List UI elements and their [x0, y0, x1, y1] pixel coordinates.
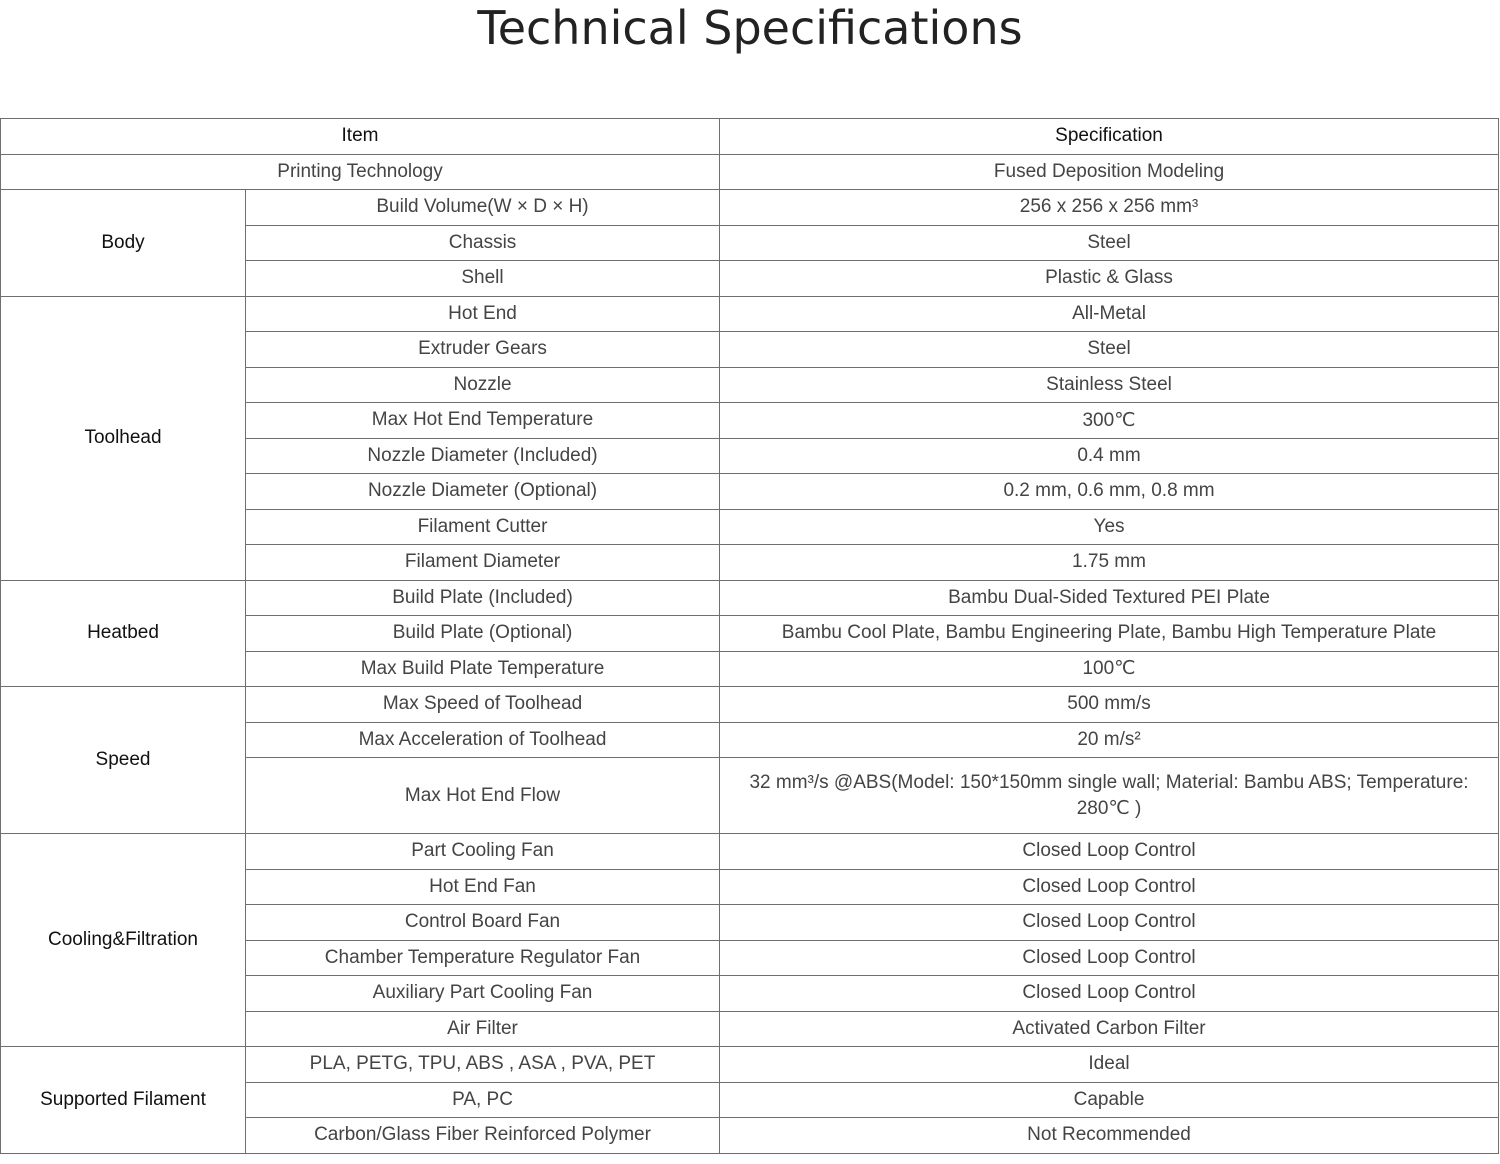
row-item: Filament Diameter	[246, 545, 720, 581]
row-item: Auxiliary Part Cooling Fan	[246, 976, 720, 1012]
row-item: Filament Cutter	[246, 509, 720, 545]
row-item: Max Build Plate Temperature	[246, 651, 720, 687]
row-spec: Closed Loop Control	[720, 869, 1499, 905]
row-spec: Capable	[720, 1082, 1499, 1118]
row-item: Chassis	[246, 225, 720, 261]
row-spec: Activated Carbon Filter	[720, 1011, 1499, 1047]
row-item: PA, PC	[246, 1082, 720, 1118]
row-spec: Stainless Steel	[720, 367, 1499, 403]
row-item: Part Cooling Fan	[246, 834, 720, 870]
row-spec: Closed Loop Control	[720, 976, 1499, 1012]
row-spec: Bambu Dual-Sided Textured PEI Plate	[720, 580, 1499, 616]
row-spec: Closed Loop Control	[720, 940, 1499, 976]
row-spec: 32 mm³/s @ABS(Model: 150*150mm single wall; Material: Bambu ABS; Temperature: 280℃ )	[720, 758, 1499, 834]
group-label-speed: Speed	[1, 687, 246, 834]
row-item: Build Volume(W × D × H)	[246, 190, 720, 226]
row-item: Nozzle Diameter (Included)	[246, 438, 720, 474]
table-row	[1, 154, 1499, 190]
row-item: Chamber Temperature Regulator Fan	[246, 940, 720, 976]
row-item: Printing Technology	[1, 154, 720, 190]
table-row	[1, 190, 1499, 226]
row-spec: 1.75 mm	[720, 545, 1499, 581]
row-item: Carbon/Glass Fiber Reinforced Polymer	[246, 1118, 720, 1154]
table-row	[1, 834, 1499, 870]
row-item: Control Board Fan	[246, 905, 720, 941]
row-spec: 0.2 mm, 0.6 mm, 0.8 mm	[720, 474, 1499, 510]
row-spec: Closed Loop Control	[720, 905, 1499, 941]
row-spec: 256 x 256 x 256 mm³	[720, 190, 1499, 226]
row-item: Nozzle	[246, 367, 720, 403]
row-spec: Closed Loop Control	[720, 834, 1499, 870]
group-label-cooling-filtration: Cooling&Filtration	[1, 834, 246, 1047]
header-row	[1, 119, 1499, 155]
row-item: Hot End Fan	[246, 869, 720, 905]
row-spec: 0.4 mm	[720, 438, 1499, 474]
row-spec: 300℃	[720, 403, 1499, 439]
row-spec: 20 m/s²	[720, 722, 1499, 758]
row-spec: Fused Deposition Modeling	[720, 154, 1499, 190]
group-label-supported-filament: Supported Filament	[1, 1047, 246, 1154]
row-spec: Plastic & Glass	[720, 261, 1499, 297]
item-header: Item	[1, 119, 720, 155]
table-row	[1, 687, 1499, 723]
row-spec: Steel	[720, 332, 1499, 368]
row-spec: All-Metal	[720, 296, 1499, 332]
row-spec: 100℃	[720, 651, 1499, 687]
row-item: Shell	[246, 261, 720, 297]
row-item: Build Plate (Included)	[246, 580, 720, 616]
row-item: PLA, PETG, TPU, ABS , ASA , PVA, PET	[246, 1047, 720, 1083]
row-item: Hot End	[246, 296, 720, 332]
table-row	[1, 1047, 1499, 1083]
row-item: Max Acceleration of Toolhead	[246, 722, 720, 758]
table-row	[1, 296, 1499, 332]
row-item: Nozzle Diameter (Optional)	[246, 474, 720, 510]
row-item: Max Hot End Flow	[246, 758, 720, 834]
spec-table	[0, 118, 1499, 1154]
page-title: Technical Specifications	[477, 1, 1023, 55]
row-item: Extruder Gears	[246, 332, 720, 368]
row-spec: Not Recommended	[720, 1118, 1499, 1154]
row-spec: Steel	[720, 225, 1499, 261]
group-label-heatbed: Heatbed	[1, 580, 246, 687]
table-row	[1, 580, 1499, 616]
group-label-toolhead: Toolhead	[1, 296, 246, 580]
row-item: Air Filter	[246, 1011, 720, 1047]
row-item: Max Speed of Toolhead	[246, 687, 720, 723]
specification-header: Specification	[720, 119, 1499, 155]
row-spec: 500 mm/s	[720, 687, 1499, 723]
group-label-body: Body	[1, 190, 246, 297]
row-item: Max Hot End Temperature	[246, 403, 720, 439]
row-spec: Bambu Cool Plate, Bambu Engineering Plate, Bambu High Temperature Plate	[720, 616, 1499, 652]
row-item: Build Plate (Optional)	[246, 616, 720, 652]
row-spec: Ideal	[720, 1047, 1499, 1083]
row-spec: Yes	[720, 509, 1499, 545]
